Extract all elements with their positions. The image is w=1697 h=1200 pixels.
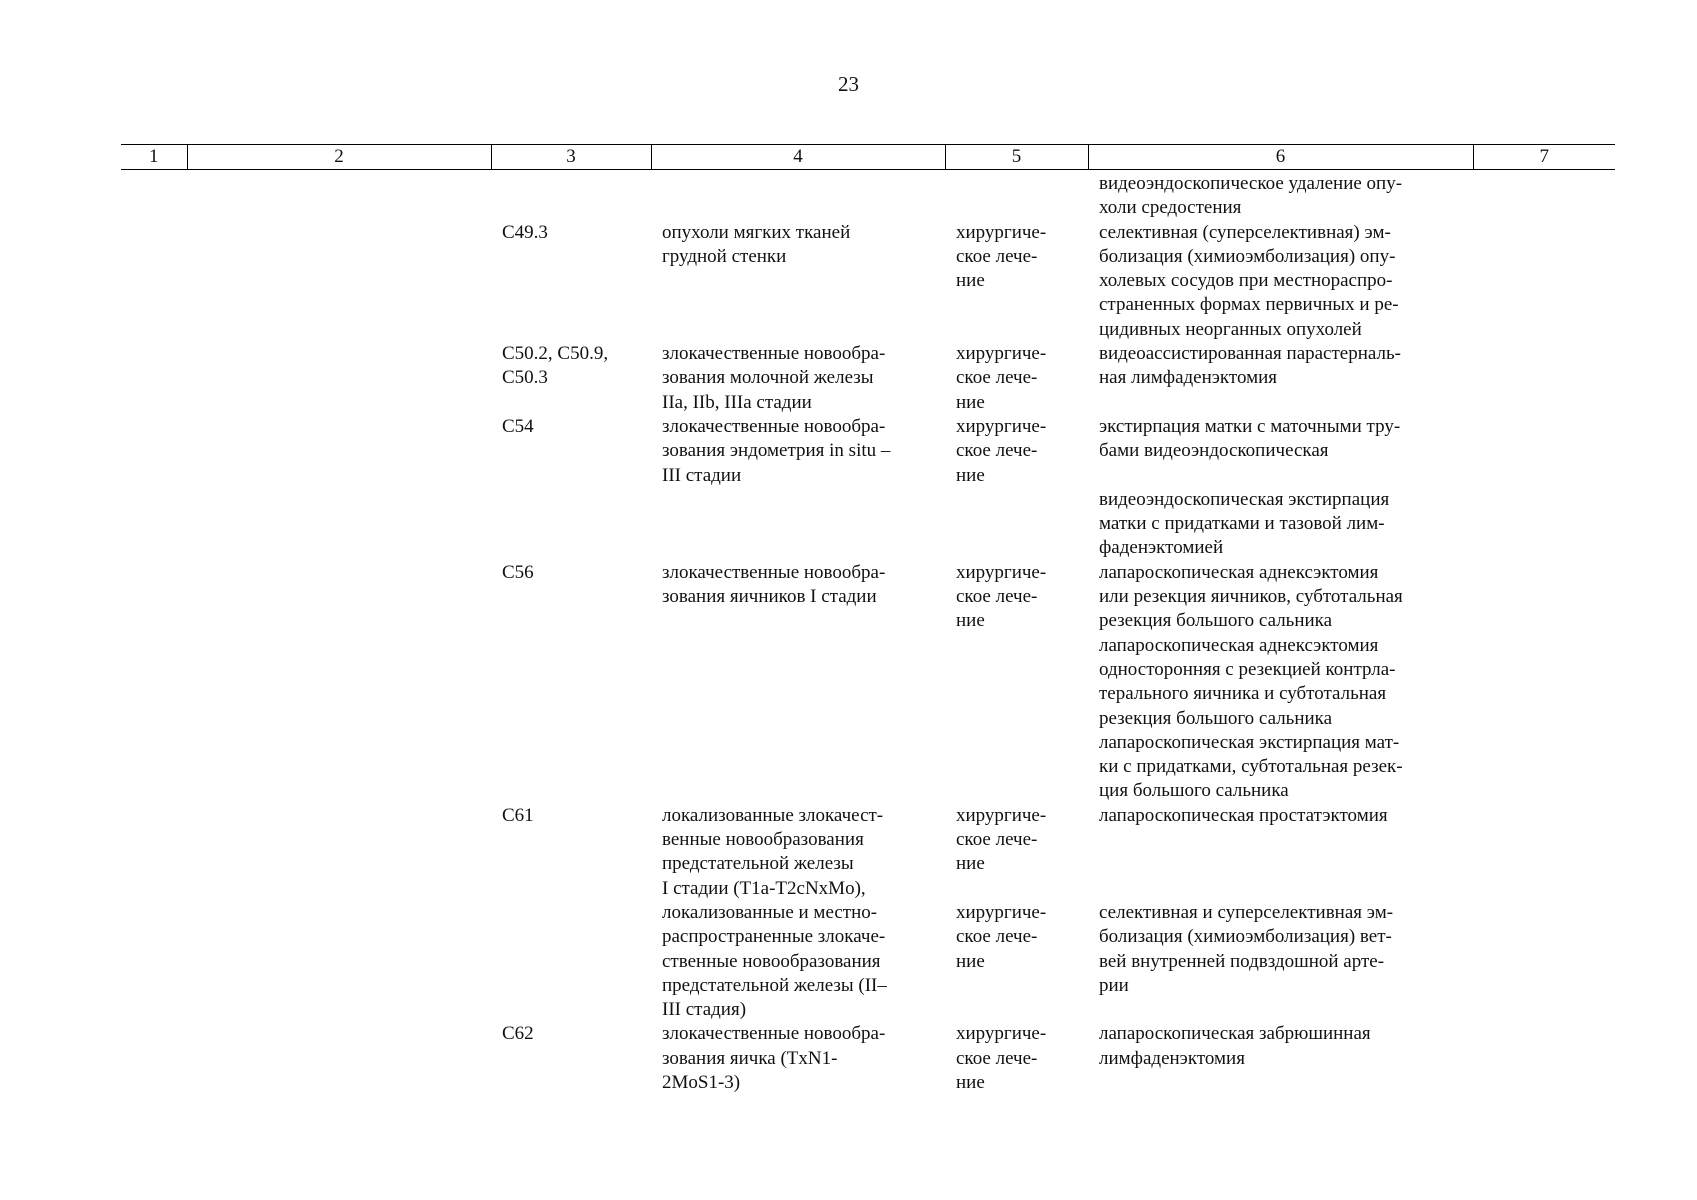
table-row — [121, 170, 1615, 221]
method-cell: видеоассистированная парастерналь- ная лимфаденэктомия — [1099, 343, 1401, 389]
treatment-type-cell: хирургиче- ское лече- ние — [956, 804, 1047, 875]
icd-code-cell: C49.3 — [502, 221, 548, 243]
cell-col1 — [121, 634, 187, 731]
method-cell: лапароскопическая забрюшинная лимфаденэктомия — [1099, 1023, 1371, 1069]
method-cell: лапароскопическая аднексэктомия односторонняя с резекцией контрла- терального яичника и субтотальная резекция большого сальника — [1099, 634, 1396, 729]
cell-col1 — [121, 804, 187, 901]
cell-col1 — [121, 731, 187, 804]
treatment-type-cell: хирургиче- ское лече- ние — [956, 221, 1047, 292]
diagnosis-cell: злокачественные новообра- зования яичка (TxN1- 2MoS1-3) — [662, 1023, 886, 1093]
column-header-3: 3 — [491, 145, 651, 170]
cell-col2 — [187, 561, 491, 634]
icd-code-cell: C62 — [502, 1023, 534, 1045]
table-row — [121, 342, 1615, 415]
cell-col1 — [121, 342, 187, 415]
cell-col7 — [1473, 488, 1615, 561]
table-row — [121, 901, 1615, 1022]
cell-col7 — [1473, 804, 1615, 901]
icd-code-cell — [491, 731, 651, 804]
cell-col7 — [1473, 221, 1615, 342]
cell-col7 — [1473, 342, 1615, 415]
diagnosis-cell: локализованные злокачест- венные новообразования предстательной железы I стадии (T1a-T2cNxMo), — [662, 804, 884, 899]
treatment-type-cell — [945, 170, 1088, 221]
icd-code-cell: C61 — [502, 804, 534, 826]
method-cell: лапароскопическая простатэктомия — [1099, 804, 1388, 826]
column-header-1: 1 — [121, 145, 187, 170]
table-body — [121, 170, 1615, 1096]
cell-col2 — [187, 488, 491, 561]
icd-code-cell — [491, 170, 651, 221]
treatment-type-cell: хирургиче- ское лече- ние — [956, 561, 1047, 632]
cell-col1 — [121, 488, 187, 561]
cell-col7 — [1473, 731, 1615, 804]
icd-code-cell — [491, 901, 651, 1022]
icd-code-cell — [491, 488, 651, 561]
treatment-type-cell — [945, 488, 1088, 561]
treatment-type-cell: хирургиче- ское лече- ние — [956, 343, 1047, 413]
method-cell: экстирпация матки с маточными тру- бами видеоэндоскопическая — [1099, 415, 1401, 462]
treatment-type-cell: хирургиче- ское лече- ние — [956, 1023, 1047, 1093]
cell-col7 — [1473, 901, 1615, 1022]
diagnosis-cell: локализованные и местно- распространенные злокаче- ственные новообразования предстательной железы (II– III стадия) — [662, 901, 887, 1021]
treatment-type-cell — [945, 634, 1088, 731]
method-cell: селективная (суперселективная) эм- болизация (химиоэмболизация) опу- холевых сосудов при местнораспро- страненных формах первичных и ре- цидивных неорганных опухолей — [1099, 221, 1399, 340]
cell-col1 — [121, 415, 187, 488]
treatment-type-cell — [945, 731, 1088, 804]
diagnosis-cell — [651, 488, 945, 561]
diagnosis-cell — [651, 634, 945, 731]
method-cell: лапароскопическая экстирпация мат- ки с придатками, субтотальная резек- ция большого сальника — [1099, 731, 1403, 802]
method-cell: лапароскопическая аднексэктомия или резекция яичников, субтотальная резекция большого сальника — [1099, 561, 1403, 632]
page-number: 23 — [838, 72, 859, 96]
table-row — [121, 415, 1615, 488]
diagnosis-cell — [651, 731, 945, 804]
treatment-type-cell: хирургиче- ское лече- ние — [956, 415, 1047, 486]
icd-code-cell: C56 — [502, 561, 534, 583]
icd-code-cell — [491, 634, 651, 731]
cell-col2 — [187, 1022, 491, 1095]
cell-col7 — [1473, 1022, 1615, 1095]
table-row — [121, 488, 1615, 561]
table-row — [121, 634, 1615, 731]
column-header-6: 6 — [1088, 145, 1473, 170]
cell-col1 — [121, 170, 187, 221]
method-cell: селективная и суперселективная эм- болизация (химиоэмболизация) вет- вей внутренней подвздошной арте- рии — [1099, 901, 1394, 996]
icd-code-cell: C54 — [502, 415, 534, 437]
cell-col7 — [1473, 170, 1615, 221]
cell-col7 — [1473, 634, 1615, 731]
cell-col2 — [187, 804, 491, 901]
cell-col1 — [121, 901, 187, 1022]
cell-col1 — [121, 221, 187, 342]
table-header — [121, 145, 1615, 170]
table-row — [121, 221, 1615, 342]
icd-code-cell: C50.2, C50.9, C50.3 — [502, 343, 609, 389]
diagnosis-cell: опухоли мягких тканей грудной стенки — [662, 221, 851, 267]
cell-col1 — [121, 1022, 187, 1095]
diagnosis-cell: злокачественные новообра- зования молочной железы IIa, IIb, IIIa стадии — [662, 343, 886, 413]
cell-col7 — [1473, 561, 1615, 634]
table-row — [121, 804, 1615, 901]
treatment-type-cell: хирургиче- ское лече- ние — [956, 901, 1047, 972]
cell-col2 — [187, 342, 491, 415]
cell-col2 — [187, 634, 491, 731]
column-header-2: 2 — [187, 145, 491, 170]
cell-col2 — [187, 170, 491, 221]
cell-col2 — [187, 221, 491, 342]
cell-col7 — [1473, 415, 1615, 488]
diagnosis-cell — [651, 170, 945, 221]
table-row — [121, 561, 1615, 634]
cell-col2 — [187, 415, 491, 488]
table-row — [121, 1022, 1615, 1095]
cell-col1 — [121, 561, 187, 634]
table-row — [121, 731, 1615, 804]
procedures-table — [121, 144, 1615, 1095]
method-cell: видеоэндоскопическое удаление опу- холи средостения — [1099, 173, 1403, 219]
method-cell: видеоэндоскопическая экстирпация матки с придатками и тазовой лим- фаденэктомией — [1099, 488, 1390, 559]
column-header-5: 5 — [945, 145, 1088, 170]
column-header-7: 7 — [1473, 145, 1615, 170]
cell-col2 — [187, 731, 491, 804]
column-header-4: 4 — [651, 145, 945, 170]
column-number-row — [121, 145, 1615, 170]
cell-col2 — [187, 901, 491, 1022]
diagnosis-cell: злокачественные новообра- зования эндометрия in situ – III стадии — [662, 415, 891, 486]
diagnosis-cell: злокачественные новообра- зования яичников I стадии — [662, 561, 886, 608]
